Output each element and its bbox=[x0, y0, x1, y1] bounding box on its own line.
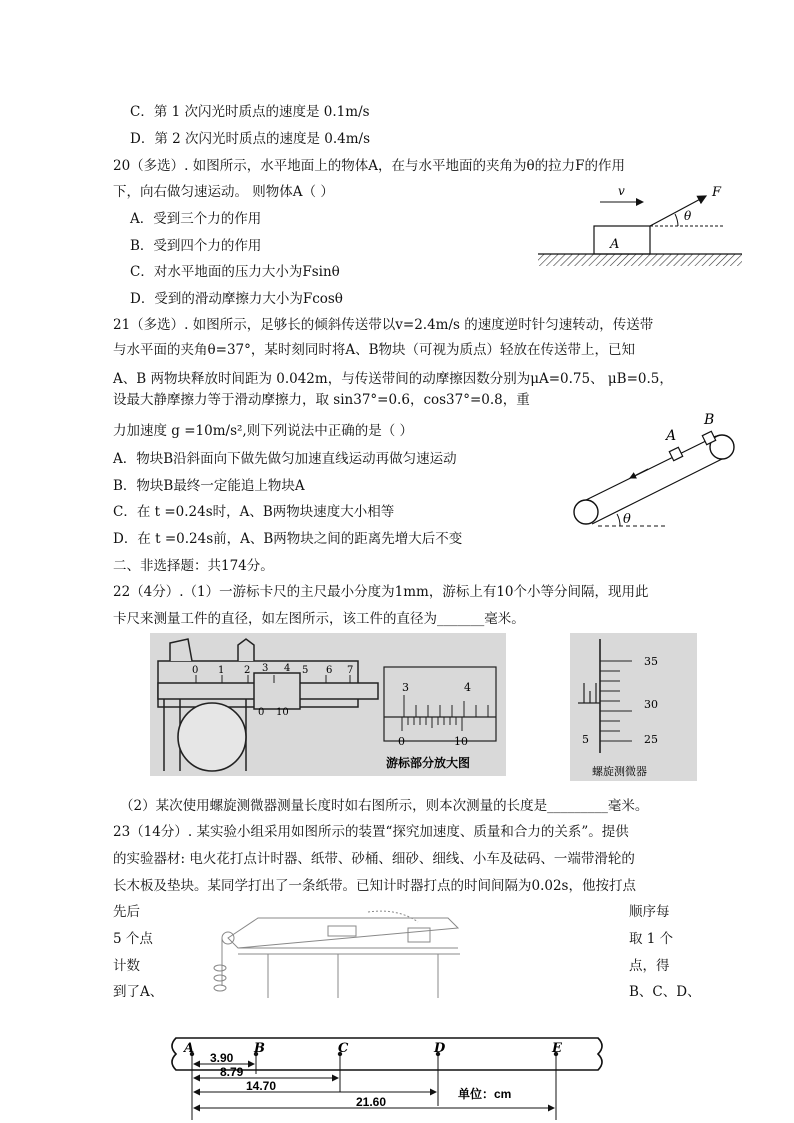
question-23-stem-4a: 先后 bbox=[113, 904, 140, 920]
apparatus-figure bbox=[198, 898, 468, 1008]
sleeve-label-5: 5 bbox=[582, 733, 589, 746]
label-e: E bbox=[552, 1041, 562, 1056]
board-top bbox=[228, 918, 458, 948]
micrometer-caption: 螺旋测微器 bbox=[592, 766, 647, 778]
cable bbox=[368, 911, 418, 922]
thimble-30: 30 bbox=[644, 698, 658, 711]
label-d: D bbox=[434, 1041, 446, 1056]
block-a bbox=[594, 226, 650, 254]
main-tick-3: 3 bbox=[262, 663, 269, 674]
dist-ab-value: 3.90 bbox=[210, 1051, 234, 1065]
main-tick-7: 7 bbox=[347, 665, 354, 676]
option-c-q21: C．在 t =0.24s时，A、B两物块速度大小相等 bbox=[113, 504, 395, 520]
question-23-stem-5b: 取 1 个 bbox=[629, 931, 674, 947]
main-tick-2: 2 bbox=[244, 665, 251, 676]
vernier-tick-0: 0 bbox=[258, 707, 265, 718]
question-23-stem-3: 长木板及垫块。某同学打出了一条纸带。已知计时器打点的时间间隔为0.02s，他按打点 bbox=[113, 878, 636, 894]
lower-roller bbox=[574, 500, 598, 524]
workpiece-circle bbox=[178, 703, 246, 771]
label-c: C bbox=[338, 1041, 349, 1056]
question-22-stem-2: 卡尺来测量工件的直径，如左图所示，该工件的直径为_______毫米。 bbox=[113, 611, 525, 627]
main-tick-4: 4 bbox=[284, 663, 291, 674]
question-23-stem-7b: B、C、D、 bbox=[629, 984, 701, 1000]
paper-tape-figure bbox=[170, 1034, 610, 1120]
option-a-q21: A．物块B沿斜面向下做先做匀加速直线运动再做匀速运动 bbox=[113, 451, 457, 467]
angle-arc bbox=[675, 214, 678, 226]
zoom-vernier-10: 10 bbox=[454, 735, 468, 748]
weight-2 bbox=[214, 975, 226, 981]
label-a: A bbox=[184, 1041, 195, 1056]
block-b-label: B bbox=[704, 412, 715, 428]
ground-hatch bbox=[538, 254, 742, 266]
zoom-main-3: 3 bbox=[402, 681, 409, 694]
force-label: F bbox=[712, 185, 722, 200]
zoom-panel bbox=[384, 667, 496, 741]
question-21-stem-3: A、B 两物块释放时间距为 0.042m，与传送带间的动摩擦因数分别为μA=0.75、 μB=0.5， bbox=[113, 371, 673, 387]
question-20-stem-cont: 下，向右做匀速运动。 则物体A（ ） bbox=[113, 184, 334, 200]
block-a-label: A bbox=[666, 428, 677, 444]
belt-direction-arrow bbox=[630, 469, 648, 478]
zoom-main-4: 4 bbox=[464, 681, 471, 694]
question-20-stem: 20（多选）. 如图所示，水平地面上的物体A，在与水平地面的夹角为θ的拉力F的作用 bbox=[113, 158, 626, 174]
option-d-q20: D．受到的滑动摩擦力大小为Fcosθ bbox=[130, 291, 343, 307]
question-21-stem-4: 设最大静摩擦力等于滑动摩擦力，取 sin37°=0.6，cos37°=0.8，重 bbox=[113, 392, 530, 408]
question-23-stem-6b: 点，得 bbox=[629, 958, 670, 974]
question-22-part2: （2）某次使用螺旋测微器测量长度时如右图所示，则本次测量的长度是_________毫米。 bbox=[120, 798, 649, 814]
main-tick-6: 6 bbox=[326, 665, 333, 676]
option-b-q20: B．受到四个力的作用 bbox=[130, 238, 262, 254]
weight-3 bbox=[214, 985, 226, 991]
dist-ad-value: 14.70 bbox=[246, 1079, 277, 1093]
question-23-stem-4b: 顺序每 bbox=[629, 904, 670, 920]
question-23-stem: 23（14分）. 某实验小组采用如图所示的装置“探究加速度、质量和合力的关系”。提供 bbox=[113, 824, 629, 840]
block-a-label: A bbox=[610, 237, 620, 252]
question-23-stem-6a: 计数 bbox=[113, 958, 140, 974]
theta-label: θ bbox=[623, 512, 631, 527]
dist-ae-value: 21.60 bbox=[356, 1095, 387, 1109]
label-b: B bbox=[254, 1041, 265, 1056]
question-21-stem-2: 与水平面的夹角θ=37°，某时刻同时将A、B物块（可视为质点）轻放在传送带上，已知 bbox=[113, 342, 636, 358]
option-a-q20: A．受到三个力的作用 bbox=[130, 211, 262, 227]
caliper-figure bbox=[150, 633, 506, 776]
vernier-slider bbox=[254, 673, 300, 709]
theta-label: θ bbox=[684, 209, 692, 223]
velocity-label: v bbox=[618, 184, 625, 198]
option-b-q21: B．物块B最终一定能追上物块A bbox=[113, 478, 305, 494]
q20-figure bbox=[538, 182, 744, 268]
dist-ac-value: 8.79 bbox=[220, 1065, 244, 1079]
micrometer-figure bbox=[570, 633, 697, 781]
thimble-25: 25 bbox=[644, 733, 658, 746]
question-21-stem-5: 力加速度 g =10m/s²,则下列说法中正确的是（ ） bbox=[113, 423, 413, 439]
main-tick-0: 0 bbox=[192, 665, 199, 676]
question-21-stem: 21（多选）. 如图所示，足够长的倾斜传送带以v=2.4m/s 的速度逆时针匀速转动，传送带 bbox=[113, 317, 654, 333]
timer bbox=[408, 928, 430, 942]
question-23-stem-7a: 到了A、 bbox=[113, 984, 164, 1000]
upper-jaw-right bbox=[238, 639, 254, 661]
option-c-q20: C．对水平地面的压力大小为Fsinθ bbox=[130, 264, 340, 280]
unit-label: 单位：cm bbox=[458, 1087, 512, 1101]
thimble-ticks bbox=[600, 661, 632, 741]
main-tick-1: 1 bbox=[218, 665, 225, 676]
option-c-q19: C．第 1 次闪光时质点的速度是 0.1m/s bbox=[130, 104, 370, 120]
option-d-q21: D．在 t =0.24s前，A、B两物块之间的距离先增大后不变 bbox=[113, 531, 463, 547]
question-23-stem-5a: 5 个点 bbox=[113, 931, 153, 947]
angle-arc bbox=[617, 514, 620, 526]
upper-jaw-left bbox=[170, 639, 192, 661]
vernier-tick-10: 10 bbox=[276, 707, 289, 718]
weight-1 bbox=[214, 965, 226, 971]
question-22-stem: 22（4分）.（1）一游标卡尺的主尺最小分度为1mm，游标上有10个小等分间隔，现用此 bbox=[113, 584, 649, 600]
section-heading: 二、非选择题：共174分。 bbox=[113, 558, 274, 574]
belt-bottom bbox=[592, 458, 724, 524]
option-d-q19: D．第 2 次闪光时质点的速度是 0.4m/s bbox=[130, 131, 371, 147]
cart bbox=[328, 926, 356, 936]
block-a bbox=[669, 447, 682, 460]
question-23-stem-2: 的实验器材: 电火花打点计时器、纸带、砂桶、细砂、细线、小车及砝码、一端带滑轮的 bbox=[113, 851, 635, 867]
belt-top bbox=[586, 436, 716, 500]
q21-figure bbox=[568, 402, 744, 532]
zoom-vernier-0: 0 bbox=[398, 735, 405, 748]
main-tick-5: 5 bbox=[302, 665, 309, 676]
thimble-35: 35 bbox=[644, 655, 658, 668]
zoom-caption: 游标部分放大图 bbox=[386, 756, 471, 770]
